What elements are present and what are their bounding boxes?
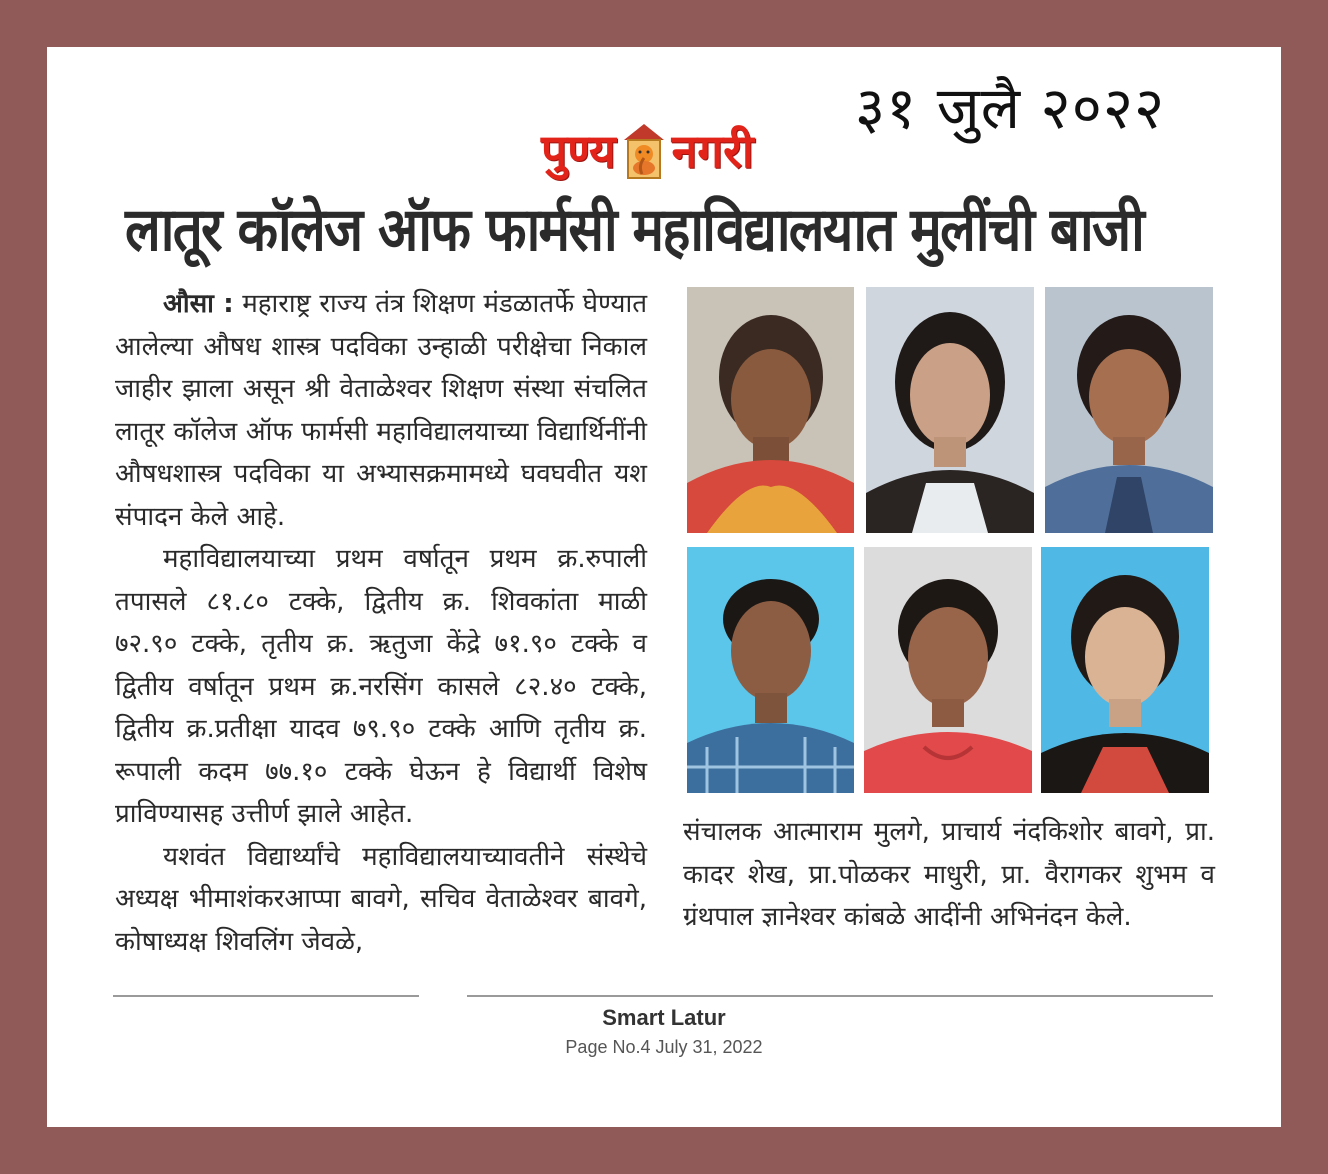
article-paragraph-1 [115, 283, 647, 538]
article-paragraph-3: यशवंत विद्यार्थ्यांचे महाविद्यालयाच्यावतीने संस्थेचे अध्यक्ष भीमाशंकरआप्पा बावगे, सचिव वेताळेश्वर बावगे, कोषाध्यक्ष शिवलिंग जेवळे, [115, 841, 647, 957]
date-stamp: ३१ जुलै २०२२ [855, 74, 1166, 142]
newspaper-clipping [47, 47, 1281, 1127]
student-photo [864, 547, 1032, 793]
ganesha-logo-icon [618, 120, 670, 182]
student-photo [866, 287, 1034, 533]
masthead [541, 111, 841, 191]
article-paragraph-2: महाविद्यालयाच्या प्रथम वर्षातून प्रथम क्र.रुपाली तपासले ८१.८० टक्के, द्वितीय क्र. शिवकांता माळी ७२.९० टक्के, तृतीय क्र. ऋतुजा केंद्रे ७१.९० टक्के व द्वितीय वर्षातून प्रथम क्र.नरसिंग कासले ८२.४० टक्के, द्वितीय क्र.प्रतीक्षा यादव ७९.९० टक्के आणि तृतीय क्र. रूपाली कदम ७७.१० टक्के घेऊन हे विद्यार्थी विशेष प्राविण्यासह उत्तीर्ण झाले आहेत. [115, 544, 647, 829]
dateline-place: औसा : [163, 289, 234, 319]
footer-title: Smart Latur [602, 1005, 726, 1030]
footer-subtitle: Page No.4 July 31, 2022 [565, 1037, 763, 1057]
masthead-right: नगरी [671, 124, 754, 178]
student-photo [687, 547, 854, 793]
headline: लातूर कॉलेज ऑफ फार्मसी महाविद्यालयात मुलींची बाजी [125, 195, 1144, 265]
student-photo [687, 287, 854, 533]
student-photo [1041, 547, 1209, 793]
article-right-column [683, 811, 1215, 939]
article-left-column [115, 283, 647, 963]
student-photo [1045, 287, 1213, 533]
divider-rule [113, 995, 419, 997]
divider-rule [467, 995, 1213, 997]
masthead-left: पुण्य [541, 124, 616, 178]
article-paragraph-4: संचालक आत्माराम मुलगे, प्राचार्य नंदकिशोर बावगे, प्रा. कादर शेख, प्रा.पोळकर माधुरी, प्रा. वैरागकर शुभम व ग्रंथपाल ज्ञानेश्वर कांबळे आदींनी अभिनंदन केले. [683, 817, 1215, 932]
article-p1-text: महाराष्ट्र राज्य तंत्र शिक्षण मंडळातर्फे घेण्यात आलेल्या औषध शास्त्र पदविका उन्हाळी परीक्षेचा निकाल जाहीर झाला असून श्री वेताळेश्वर शिक्षण संस्था संचलित लातूर कॉलेज ऑफ फार्मसी महाविद्यालयाच्या विद्यार्थिनींनी औषधशास्त्र पदविका या अभ्यासक्रमामध्ये घवघवीत यश संपादन केले आहे. [115, 289, 648, 532]
